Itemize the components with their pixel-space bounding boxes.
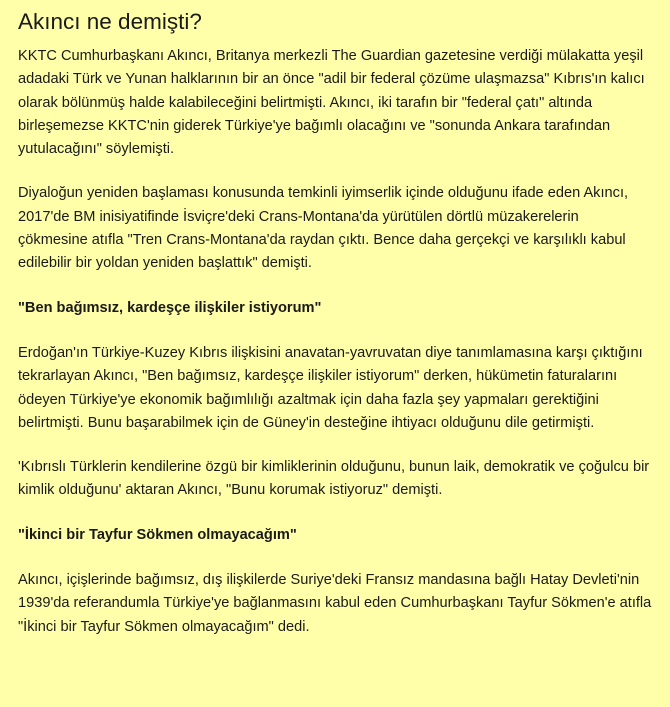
- paragraph-crans-montana: Diyaloğun yeniden başlaması konusunda temkinli iyimserlik içinde olduğunu ifade eden Akıncı, 2017'de BM inisiyatifinde İsviçre'deki Crans-Montana'da yürütülen dörtlü müzakerelerin çökmesine atıfla "Tren Crans-Montana'da raydan çıktı. Bence daha gerçekçi ve karşılıklı kabul edilebilir bir yoldan yeniden başlattık" demişti.: [18, 185, 629, 272]
- article-title: Akıncı ne demişti?: [18, 9, 202, 34]
- paragraph-guardian-interview: KKTC Cumhurbaşkanı Akıncı, Britanya merkezli The Guardian gazetesine verdiği mülakatta yeşil adadaki Türk ve Yunan halklarının bir an önce "adil bir federal çözüme ulaşmazsa" Kıbrıs'ın kalıcı olarak bölünmüş halde kalabileceğini belirtmişti. Akıncı, iki tarafın bir "federal çatı" altında birleşemezse KKTC'nin giderek Türkiye'ye bağımlı olacağını ve "sonunda Ankara tarafından yutulacağını" söylemişti.: [18, 48, 645, 158]
- paragraph-hatay-state: Akıncı, içişlerinde bağımsız, dış ilişkilerde Suriye'deki Fransız mandasına bağlı Hatay Devleti'nin 1939'da referandumla Türkiye'ye bağlanmasını kabul eden Cumhurbaşkanı Tayfur Sökmen'e atıfla "İkinci bir Tayfur Sökmen olmayacağım" dedi.: [18, 572, 652, 635]
- paragraph-cypriot-identity: 'Kıbrıslı Türklerin kendilerine özgü bir kimliklerinin olduğunu, bunun laik, demokratik ve çoğulcu bir kimlik olduğunu' aktaran Akıncı, "Bunu korumak istiyoruz" demişti.: [18, 459, 650, 499]
- paragraph-motherland-relations: Erdoğan'ın Türkiye-Kuzey Kıbrıs ilişkisini anavatan-yavruvatan diye tanımlamasına karşı çıktığını tekrarlayan Akıncı, "Ben bağımsız, kardeşçe ilişkiler istiyorum" derken, hükümetin faturalarını ödeyen Türkiye'ye ekonomik bağımlılığı azaltmak için daha fazla şey yapmaları gerektiğini belirtmişti. Bunu başarabilmek için de Güney'in desteğine ihtiyacı olduğunu dile getirmişti.: [18, 344, 643, 431]
- subheading-independent-relations: "Ben bağımsız, kardeşçe ilişkiler istiyorum": [18, 299, 322, 316]
- subheading-tayfur-sokmen: "İkinci bir Tayfur Sökmen olmayacağım": [18, 526, 297, 543]
